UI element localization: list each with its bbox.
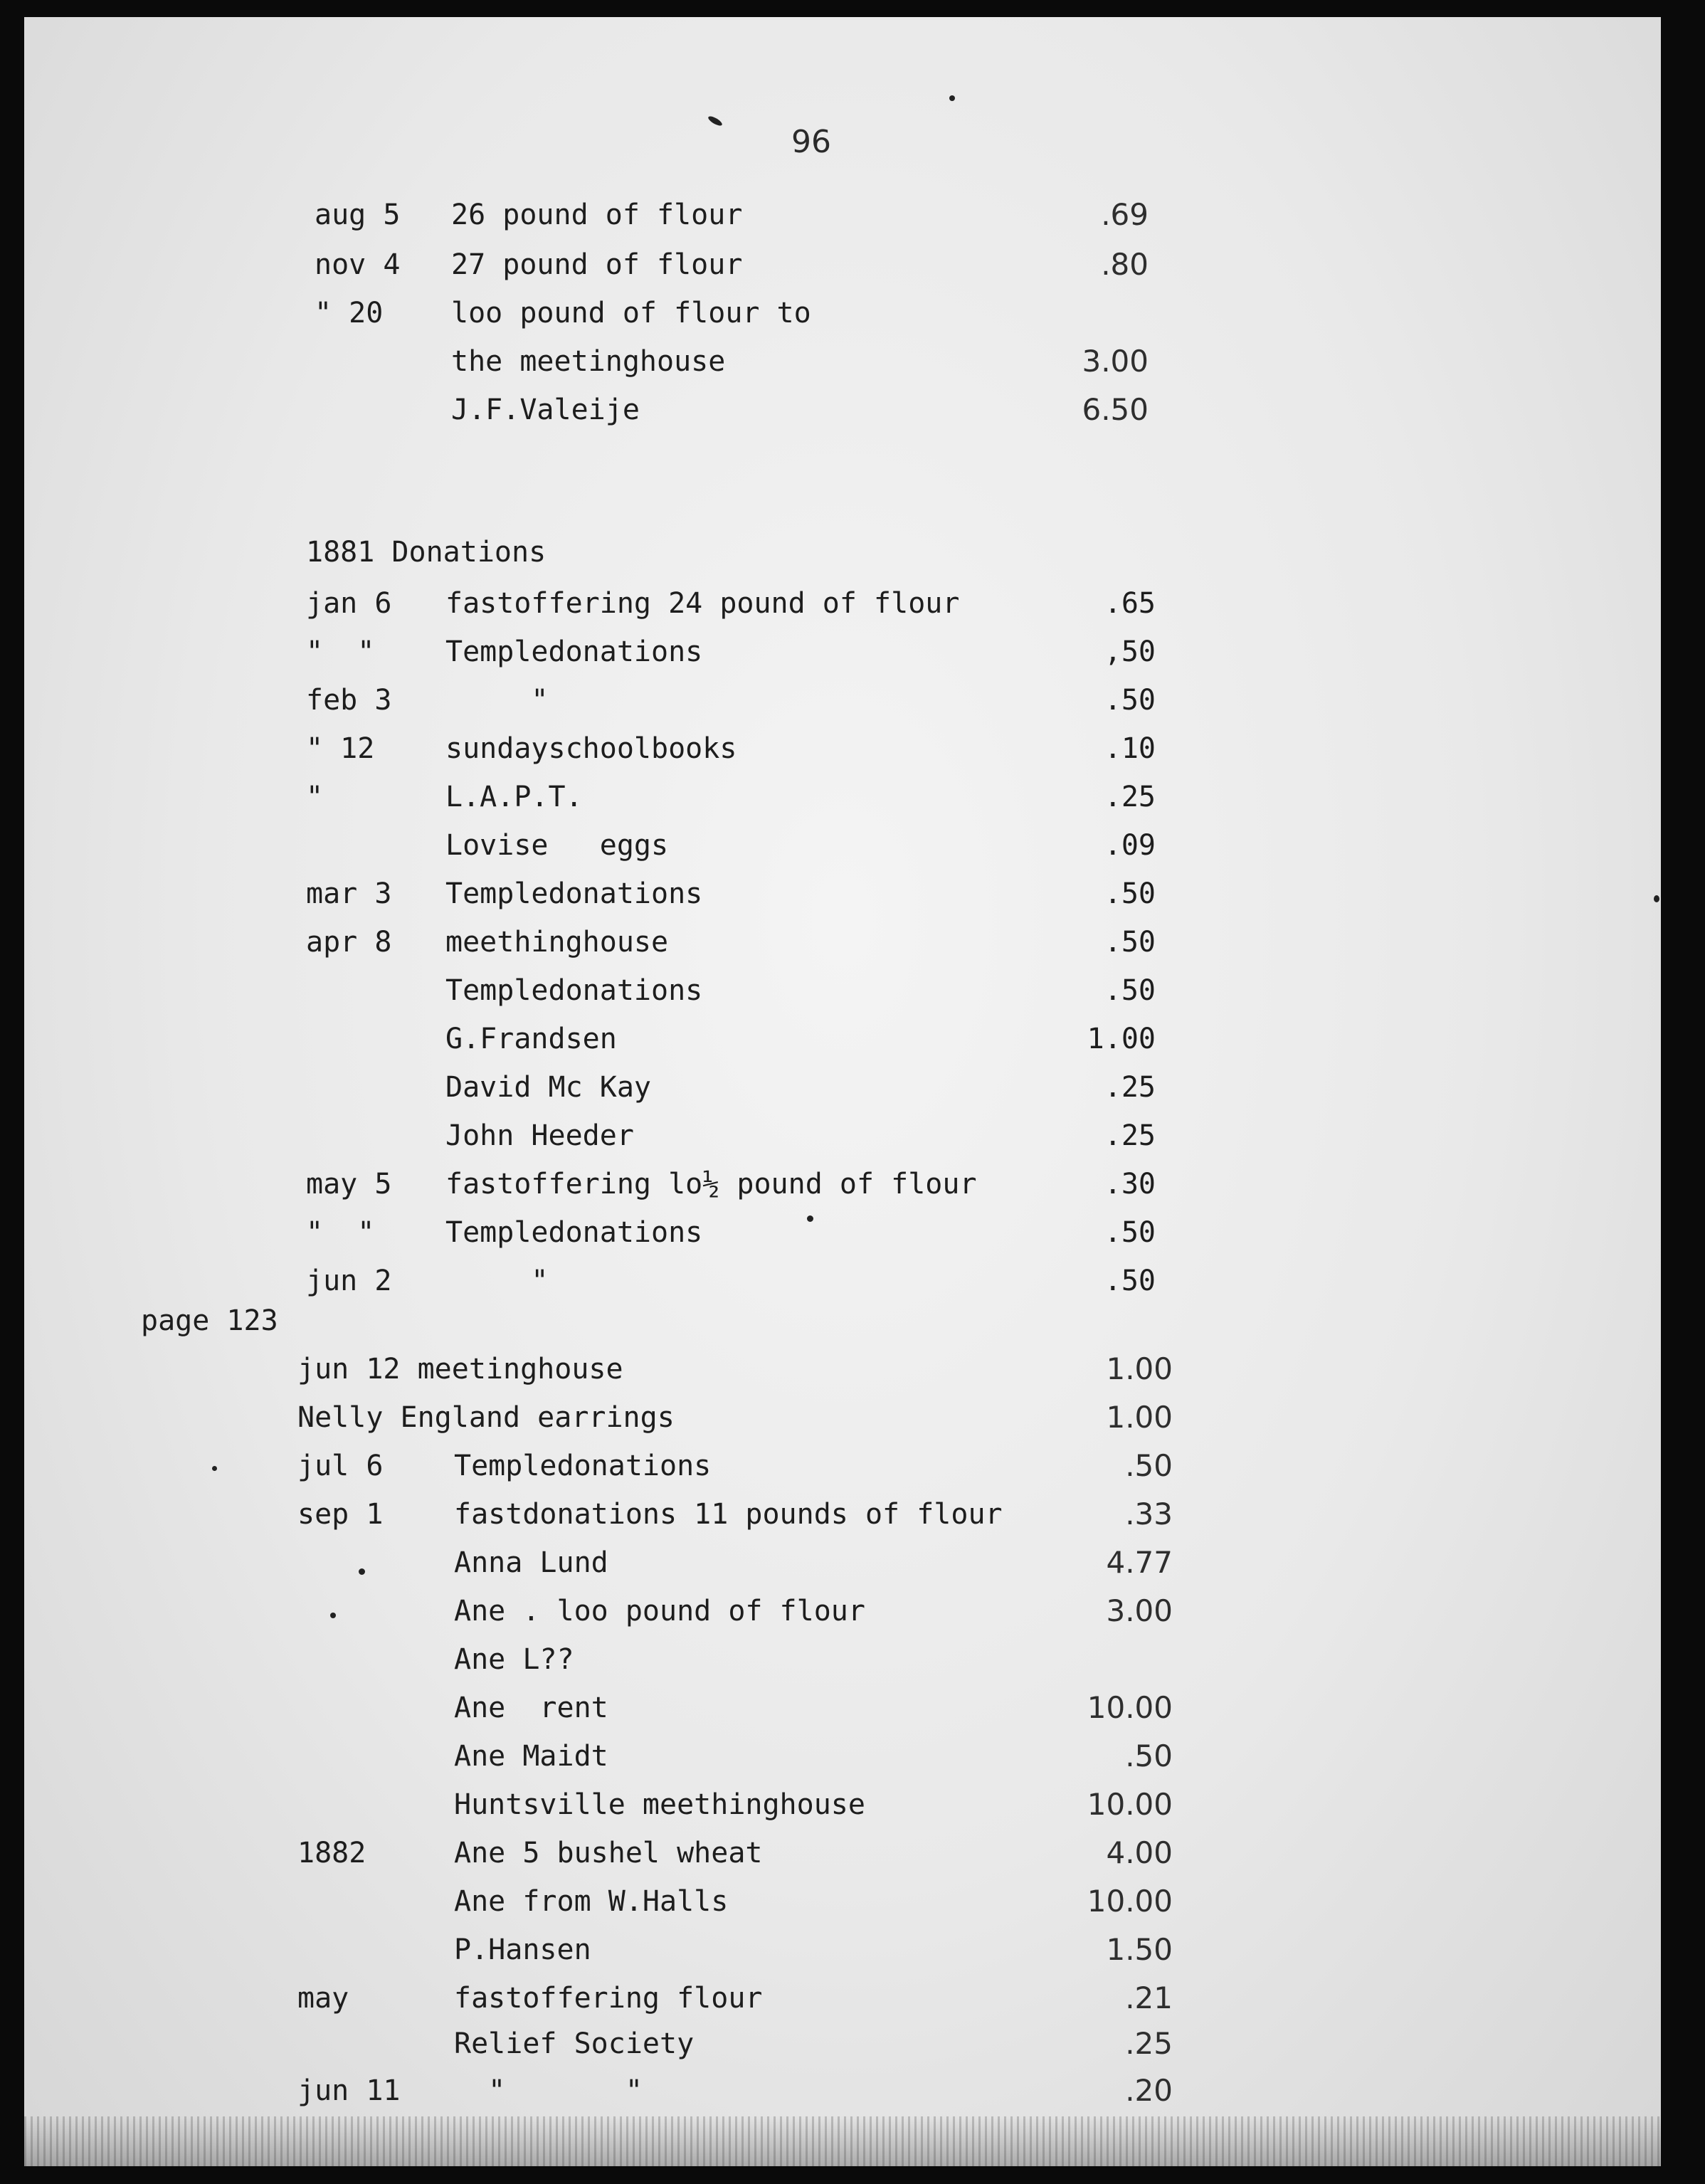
- ledger-row: [24, 727, 1661, 770]
- ledger-description: G.Frandsen: [445, 1023, 617, 1055]
- ledger-row: [24, 292, 1661, 334]
- typed-ledger-page: [24, 17, 1661, 2166]
- ledger-amount: 4.00: [1106, 1835, 1173, 1870]
- ledger-row: [24, 1880, 1661, 1923]
- ledger-amount: .50: [1104, 1265, 1156, 1297]
- ledger-row: [24, 243, 1661, 286]
- ledger-description: John Heeder: [445, 1119, 634, 1152]
- ledger-row: [24, 1348, 1661, 1391]
- ledger-date: " ": [306, 1216, 375, 1249]
- ledger-description: fastoffering flour: [454, 1982, 763, 2015]
- ledger-row: [24, 1018, 1661, 1060]
- scan-speck: [807, 1215, 813, 1222]
- ledger-amount: 10.00: [1087, 1884, 1173, 1919]
- ledger-amount: 10.00: [1087, 1787, 1173, 1822]
- ledger-description: 27 pound of flour: [451, 248, 743, 281]
- scan-speck: [707, 115, 723, 127]
- ledger-description: Anna Lund: [454, 1546, 608, 1579]
- ledger-amount: .20: [1125, 2073, 1173, 2108]
- ledger-amount: .09: [1104, 829, 1156, 862]
- ledger-row: [24, 1687, 1661, 1729]
- ledger-row: [24, 1445, 1661, 1487]
- ledger-date: may: [297, 1982, 349, 2015]
- ledger-amount: .50: [1125, 1448, 1173, 1483]
- ledger-date: " 20: [315, 297, 384, 329]
- ledger-amount: 1.50: [1106, 1932, 1173, 1967]
- ledger-row: [24, 969, 1661, 1012]
- ledger-amount: .30: [1104, 1168, 1156, 1201]
- ledger-row: [24, 1929, 1661, 1971]
- ledger-description: Ane from W.Halls: [454, 1885, 729, 1918]
- ledger-amount: 3.00: [1082, 344, 1149, 379]
- ledger-date: " 12: [306, 732, 375, 765]
- ledger-row: [24, 582, 1661, 625]
- ledger-date: nov 4: [315, 248, 401, 281]
- ledger-row: [24, 776, 1661, 818]
- ledger-amount: .50: [1104, 974, 1156, 1007]
- ledger-date: ": [306, 781, 324, 813]
- ledger-row: [24, 1541, 1661, 1584]
- ledger-description: Ane L??: [454, 1643, 574, 1676]
- ledger-amount: ,50: [1104, 635, 1156, 668]
- ledger-amount: .69: [1101, 197, 1149, 232]
- ledger-amount: .50: [1104, 926, 1156, 959]
- ledger-description: Templedonations: [445, 974, 703, 1007]
- ledger-amount: .10: [1104, 732, 1156, 765]
- ledger-description: Templedonations: [445, 635, 703, 668]
- ledger-row: [24, 194, 1661, 236]
- ledger-amount: 10.00: [1087, 1690, 1173, 1725]
- ledger-row: [24, 1493, 1661, 1536]
- page-reference: page 123: [141, 1304, 278, 1337]
- ledger-row: [24, 631, 1661, 673]
- ledger-row: [24, 1590, 1661, 1632]
- ledger-date: apr 8: [306, 926, 392, 959]
- ledger-amount: 1.00: [1106, 1351, 1173, 1386]
- ledger-row: [24, 1260, 1661, 1302]
- ledger-row: [24, 340, 1661, 383]
- ledger-description: Relief Society: [454, 2027, 695, 2060]
- ledger-description: 26 pound of flour: [451, 199, 743, 231]
- scan-speck: [359, 1568, 365, 1575]
- ledger-description: Templedonations: [445, 877, 703, 910]
- ledger-description: Lovise eggs: [445, 829, 669, 862]
- ledger-amount: .50: [1125, 1739, 1173, 1773]
- ledger-row: [24, 1396, 1661, 1439]
- ledger-row: [24, 1783, 1661, 1826]
- ledger-row: [24, 1114, 1661, 1157]
- ledger-description: J.F.Valeije: [451, 394, 640, 426]
- ledger-description: Ane . loo pound of flour: [454, 1595, 865, 1628]
- ledger-description: fastdonations 11 pounds of flour: [454, 1498, 1003, 1531]
- ledger-amount: 1.00: [1106, 1400, 1173, 1435]
- ledger-description: ": [445, 1265, 549, 1297]
- ledger-row: [24, 2069, 1661, 2112]
- ledger-description: meethinghouse: [445, 926, 669, 959]
- ledger-date: may 5: [306, 1168, 392, 1201]
- ledger-amount: .50: [1104, 1216, 1156, 1249]
- heading-1881: 1881 Donations: [306, 536, 547, 569]
- ledger-description: jun 12 meetinghouse: [297, 1353, 623, 1386]
- ledger-description: fastoffering lo½ pound of flour: [445, 1168, 977, 1201]
- ledger-row: [24, 824, 1661, 867]
- ledger-amount: .21: [1125, 1980, 1173, 2015]
- ledger-description: Nelly England earrings: [297, 1401, 675, 1434]
- ledger-description: Ane 5 bushel wheat: [454, 1837, 763, 1869]
- ledger-amount: 1.00: [1087, 1023, 1156, 1055]
- ledger-description: Templedonations: [454, 1450, 712, 1482]
- ledger-row: [24, 1163, 1661, 1206]
- section-heading-1881: [24, 531, 1661, 574]
- ledger-description: Huntsville meethinghouse: [454, 1788, 865, 1821]
- scan-speck: [212, 1466, 217, 1471]
- ledger-date: sep 1: [297, 1498, 384, 1531]
- ledger-description: Templedonations: [445, 1216, 703, 1249]
- ledger-date: jul 6: [297, 1450, 384, 1482]
- ledger-row: [24, 872, 1661, 915]
- scan-speck: [1654, 895, 1659, 902]
- page-reference-line: [24, 1299, 1661, 1342]
- ledger-amount: .25: [1104, 1119, 1156, 1152]
- ledger-date: aug 5: [315, 199, 401, 231]
- ledger-description: loo pound of flour to: [451, 297, 811, 329]
- ledger-description: L.A.P.T.: [445, 781, 583, 813]
- ledger-row: [24, 1735, 1661, 1778]
- ledger-row: [24, 679, 1661, 722]
- ledger-row: [24, 389, 1661, 431]
- ledger-amount: .25: [1104, 781, 1156, 813]
- ledger-amount: 4.77: [1106, 1545, 1173, 1580]
- scan-speck: [330, 1613, 336, 1618]
- page-number: 96: [791, 124, 831, 160]
- ledger-row: [24, 1832, 1661, 1874]
- ledger-amount: .25: [1104, 1071, 1156, 1104]
- ledger-amount: 6.50: [1082, 392, 1149, 427]
- ledger-amount: .33: [1125, 1497, 1173, 1531]
- ledger-date: jun 11: [297, 2074, 401, 2107]
- ledger-description: Ane Maidt: [454, 1740, 608, 1773]
- ledger-description: " ": [454, 2074, 643, 2107]
- ledger-date: " ": [306, 635, 375, 668]
- ledger-description: P.Hansen: [454, 1934, 591, 1966]
- ledger-amount: 3.00: [1106, 1593, 1173, 1628]
- ledger-description: fastoffering 24 pound of flour: [445, 587, 960, 620]
- ledger-date: jan 6: [306, 587, 392, 620]
- ledger-description: the meetinghouse: [451, 345, 726, 378]
- ledger-date: 1882: [297, 1837, 366, 1869]
- ledger-amount: .25: [1125, 2026, 1173, 2061]
- ledger-row: [24, 921, 1661, 964]
- ledger-row: [24, 1211, 1661, 1254]
- ledger-row: [24, 1977, 1661, 2020]
- ledger-description: sundayschoolbooks: [445, 732, 737, 765]
- ledger-amount: .80: [1101, 247, 1149, 282]
- ledger-date: mar 3: [306, 877, 392, 910]
- scan-speck: [949, 95, 955, 101]
- ledger-row: [24, 1066, 1661, 1109]
- ledger-amount: .65: [1104, 587, 1156, 620]
- ledger-date: feb 3: [306, 684, 392, 717]
- ledger-amount: .50: [1104, 684, 1156, 717]
- ledger-row: [24, 1638, 1661, 1681]
- ledger-date: jun 2: [306, 1265, 392, 1297]
- ledger-row: [24, 2022, 1661, 2065]
- ledger-description: ": [445, 684, 549, 717]
- ledger-amount: .50: [1104, 877, 1156, 910]
- ledger-description: David Mc Kay: [445, 1071, 651, 1104]
- ledger-description: Ane rent: [454, 1692, 608, 1724]
